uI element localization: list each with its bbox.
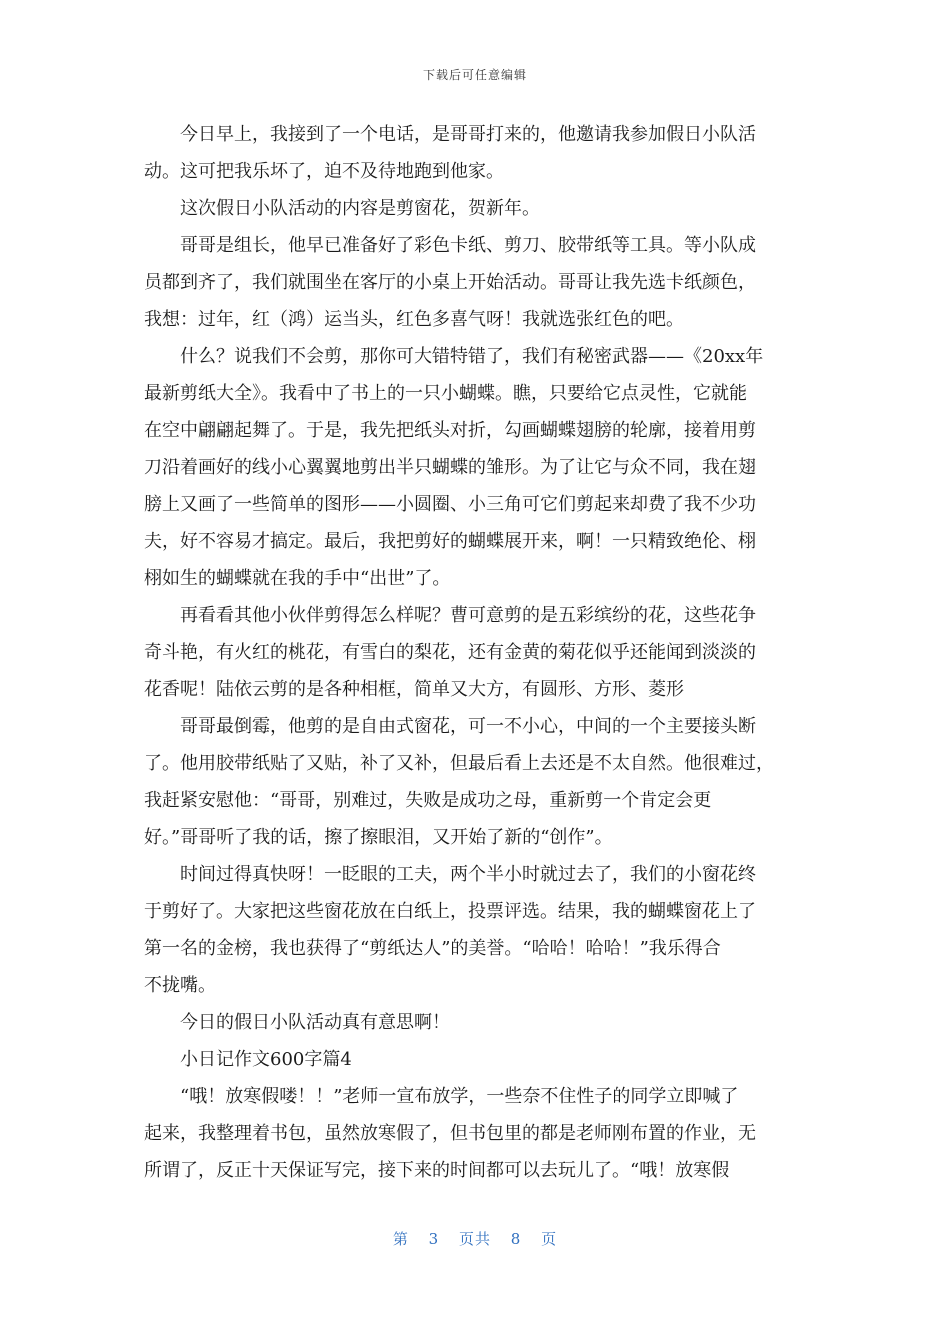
text-line: 了。他用胶带纸贴了又贴，补了又补，但最后看上去还是不太自然。他很难过， (144, 753, 774, 774)
text-line: 于剪好了。大家把这些窗花放在白纸上，投票评选。结果，我的蝴蝶窗花上了 (144, 901, 756, 922)
text-line: 起来，我整理着书包，虽然放寒假了，但书包里的都是老师刚布置的作业，无 (144, 1123, 756, 1144)
page-number-footer: 第 3 页共 8 页 (392, 1230, 558, 1248)
text-line: 栩如生的蝴蝶就在我的手中“出世”了。 (144, 568, 451, 589)
text-line: 今日早上，我接到了一个电话，是哥哥打来的，他邀请我参加假日小队活 (144, 124, 756, 145)
text-line: 什么？说我们不会剪，那你可大错特错了，我们有秘密武器——《20xx年 (144, 346, 764, 367)
text-line: 所谓了，反正十天保证写完，接下来的时间都可以去玩儿了。“哦！放寒假 (144, 1160, 730, 1181)
text-line: 最新剪纸大全》。我看中了书上的一只小蝴蝶。瞧，只要给它点灵性，它就能 (144, 383, 747, 404)
text-line: 刀沿着画好的线小心翼翼地剪出半只蝴蝶的雏形。为了让它与众不同，我在翅 (144, 457, 756, 478)
text-line: 在空中翩翩起舞了。于是，我先把纸头对折，勾画蝴蝶翅膀的轮廓，接着用剪 (144, 420, 756, 441)
text-line: 员都到齐了，我们就围坐在客厅的小桌上开始活动。哥哥让我先选卡纸颜色， (144, 272, 756, 293)
text-line: 哥哥是组长，他早已准备好了彩色卡纸、剪刀、胶带纸等工具。等小队成 (144, 235, 756, 256)
text-line: 第一名的金榜，我也获得了“剪纸达人”的美誉。“哈哈！哈哈！”我乐得合 (144, 938, 721, 959)
text-line: 时间过得真快呀！一眨眼的工夫，两个半小时就过去了，我们的小窗花终 (144, 864, 756, 885)
document-body (144, 116, 806, 1189)
text-line: 今日的假日小队活动真有意思啊！ (144, 1012, 450, 1033)
text-line: “哦！放寒假喽！！”老师一宣布放学，一些奈不住性子的同学立即喊了 (144, 1086, 739, 1107)
text-line: 花香呢！陆依云剪的是各种相框，简单又大方，有圆形、方形、菱形 (144, 679, 684, 700)
text-line: 我赶紧安慰他：“哥哥，别难过，失败是成功之母，重新剪一个肯定会更 (144, 790, 712, 811)
text-line: 夫，好不容易才搞定。最后，我把剪好的蝴蝶展开来，啊！一只精致绝伦、栩 (144, 531, 756, 552)
text-line: 哥哥最倒霉，他剪的是自由式窗花，可一不小心，中间的一个主要接头断 (144, 716, 756, 737)
section-heading: 小日记作文600字篇4 (144, 1049, 352, 1070)
text-line: 再看看其他小伙伴剪得怎么样呢？曹可意剪的是五彩缤纷的花，这些花争 (144, 605, 756, 626)
page-header: 下载后可任意编辑 (422, 68, 527, 82)
text-line: 奇斗艳，有火红的桃花，有雪白的梨花，还有金黄的菊花似乎还能闻到淡淡的 (144, 642, 756, 663)
text-line: 好。”哥哥听了我的话，擦了擦眼泪，又开始了新的“创作”。 (144, 827, 613, 848)
text-line: 我想：过年，红（鸿）运当头，红色多喜气呀！我就选张红色的吧。 (144, 309, 684, 330)
text-line: 这次假日小队活动的内容是剪窗花，贺新年。 (144, 198, 540, 219)
text-line: 不拢嘴。 (144, 975, 216, 996)
text-line: 膀上又画了一些简单的图形——小圆圈、小三角可它们剪起来却费了我不少功 (144, 494, 756, 515)
text-line: 动。这可把我乐坏了，迫不及待地跑到他家。 (144, 161, 504, 182)
